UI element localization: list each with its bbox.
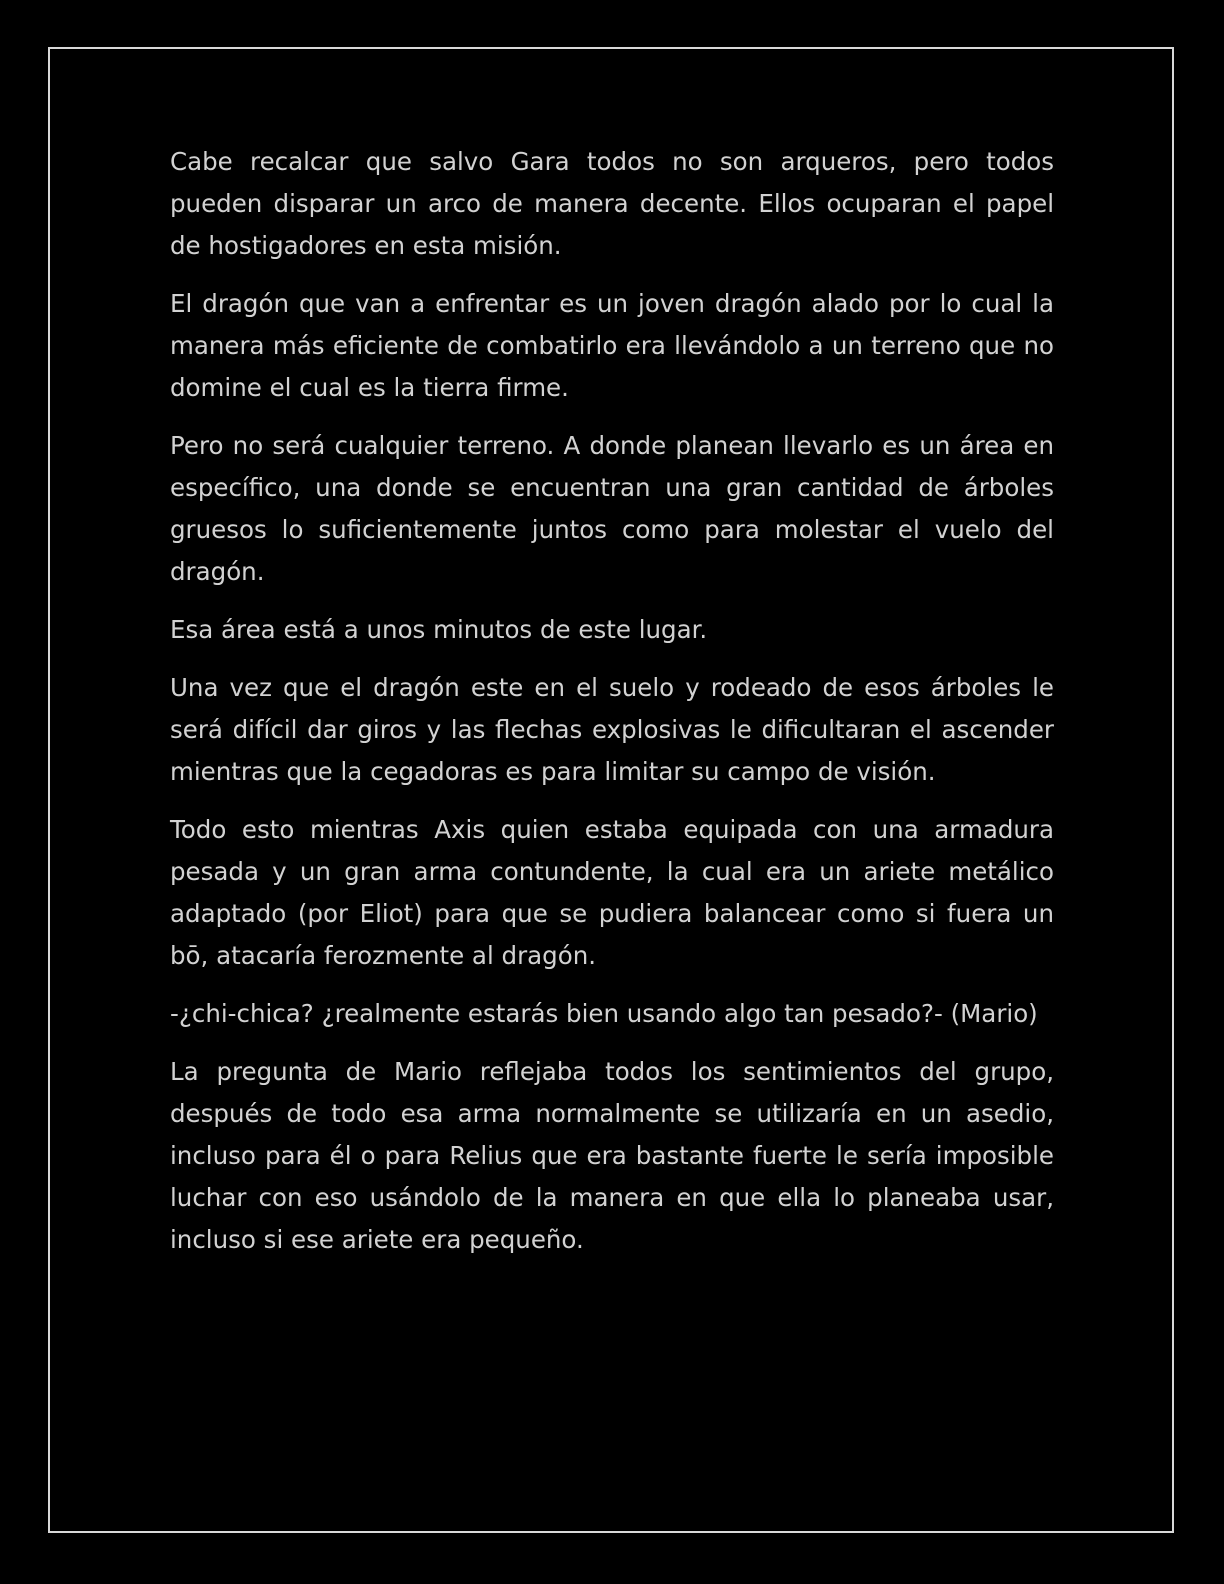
paragraph-7: -¿chi-chica? ¿realmente estarás bien usando algo tan pesado?- (Mario): [170, 999, 1038, 1028]
document-body: [170, 141, 1054, 1277]
paragraph-4: Esa área está a unos minutos de este lugar.: [170, 615, 708, 644]
paragraph-8: La pregunta de Mario reflejaba todos los sentimientos del grupo, después de todo esa arma normalmente se utilizaría en un asedio, incluso para él o para Relius que era bastante fuerte le sería imposible luchar con eso usándolo de la manera en que ella lo planeaba usar, incluso si ese ariete era pequeño.: [170, 1057, 1054, 1254]
paragraph-2: El dragón que van a enfrentar es un joven dragón alado por lo cual la manera más eficiente de combatirlo era llevándolo a un terreno que no domine el cual es la tierra firme.: [170, 289, 1054, 402]
paragraph-6: Todo esto mientras Axis quien estaba equipada con una armadura pesada y un gran arma contundente, la cual era un ariete metálico adaptado (por Eliot) para que se pudiera balancear como si fuera un bō, atacaría ferozmente al dragón.: [170, 815, 1054, 970]
paragraph-1: Cabe recalcar que salvo Gara todos no son arqueros, pero todos pueden disparar un arco de manera decente. Ellos ocuparan el papel de hostigadores en esta misión.: [170, 147, 1054, 260]
paragraph-5: Una vez que el dragón este en el suelo y rodeado de esos árboles le será difícil dar giros y las flechas explosivas le dificultaran el ascender mientras que la cegadoras es para limitar su campo de visión.: [170, 673, 1054, 786]
paragraph-3: Pero no será cualquier terreno. A donde planean llevarlo es un área en específico, una donde se encuentran una gran cantidad de árboles gruesos lo suficientemente juntos como para molestar el vuelo del dragón.: [170, 431, 1054, 586]
